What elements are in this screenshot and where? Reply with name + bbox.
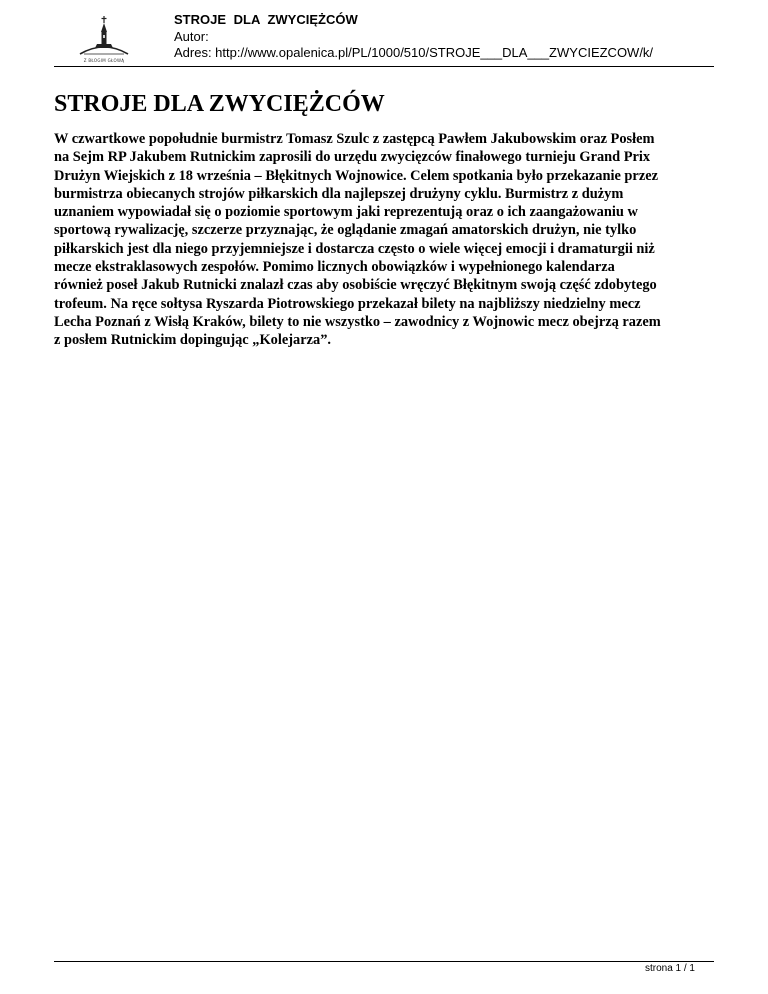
page-header bbox=[54, 10, 714, 66]
page-number: strona 1 / 1 bbox=[644, 963, 695, 974]
article-line: trofeum. Na ręce sołtysa Ryszarda Piotrowskiego przekazał bilety na najbliższy niedzielny mecz bbox=[54, 295, 641, 312]
article-line: uznaniem wypowiadał się o poziomie sportowym jaki reprezentują oraz o ich zaangażowaniu w bbox=[54, 204, 638, 221]
document-meta bbox=[174, 12, 653, 62]
article-line: piłkarskich jest dla niego przyjemniejsze i dostarcza często o wiele więcej emocji i dramaturgii niż bbox=[54, 240, 655, 257]
article-line: burmistrza obiecanych strojów piłkarskich dla najlepszej drużyny cyklu. Burmistrz z dużym bbox=[54, 185, 624, 202]
article-body bbox=[54, 130, 714, 350]
article-line: W czwartkowe popołudnie burmistrz Tomasz Szulc z zastępcą Pawłem Jakubowskim oraz Posłem bbox=[54, 131, 655, 147]
article-line: sportową rywalizację, szczerze przyznając, że oglądanie zmagań amatorskich drużyn, nie tylko bbox=[54, 222, 637, 239]
article-line: na Sejm RP Jakubem Rutnickim zaprosili do urzędu zwycięzców finałowego turnieju Grand Prix bbox=[54, 149, 651, 166]
footer-divider bbox=[54, 961, 714, 962]
church-tower-logo-icon bbox=[74, 14, 134, 66]
logo-text: Z BŁOGIM GŁOWĄ bbox=[83, 58, 125, 63]
article-line: z posłem Rutnickim dopingując „Kolejarza”. bbox=[54, 332, 332, 349]
article-line: mecze ekstraklasowych zespołów. Pomimo licznych obowiązków i wypełnionego kalendarza bbox=[54, 259, 615, 276]
header-divider bbox=[54, 66, 714, 67]
article-title: STROJE DLA ZWYCIĘŻCÓW bbox=[54, 91, 385, 117]
article-line: również poseł Jakub Rutnicki znalazł czas aby osobiście wręczyć Błękitnym swoją część zdobytego bbox=[54, 277, 657, 294]
author-line: Autor: bbox=[174, 28, 209, 44]
article-line: Lecha Poznań z Wisłą Kraków, bilety to nie wszystko – zawodnicy z Wojnowic mecz obejrzą razem bbox=[54, 313, 661, 330]
address-line: Adres: http://www.opalenica.pl/PL/1000/510/STROJE___DLA___ZWYCIEZCOW/k/ bbox=[174, 45, 654, 60]
document-title: STROJE DLA ZWYCIĘŻCÓW bbox=[174, 12, 358, 27]
article-line: Drużyn Wiejskich z 18 września – Błękitnych Wojnowice. Celem spotkania było przekazanie przez bbox=[54, 167, 658, 184]
